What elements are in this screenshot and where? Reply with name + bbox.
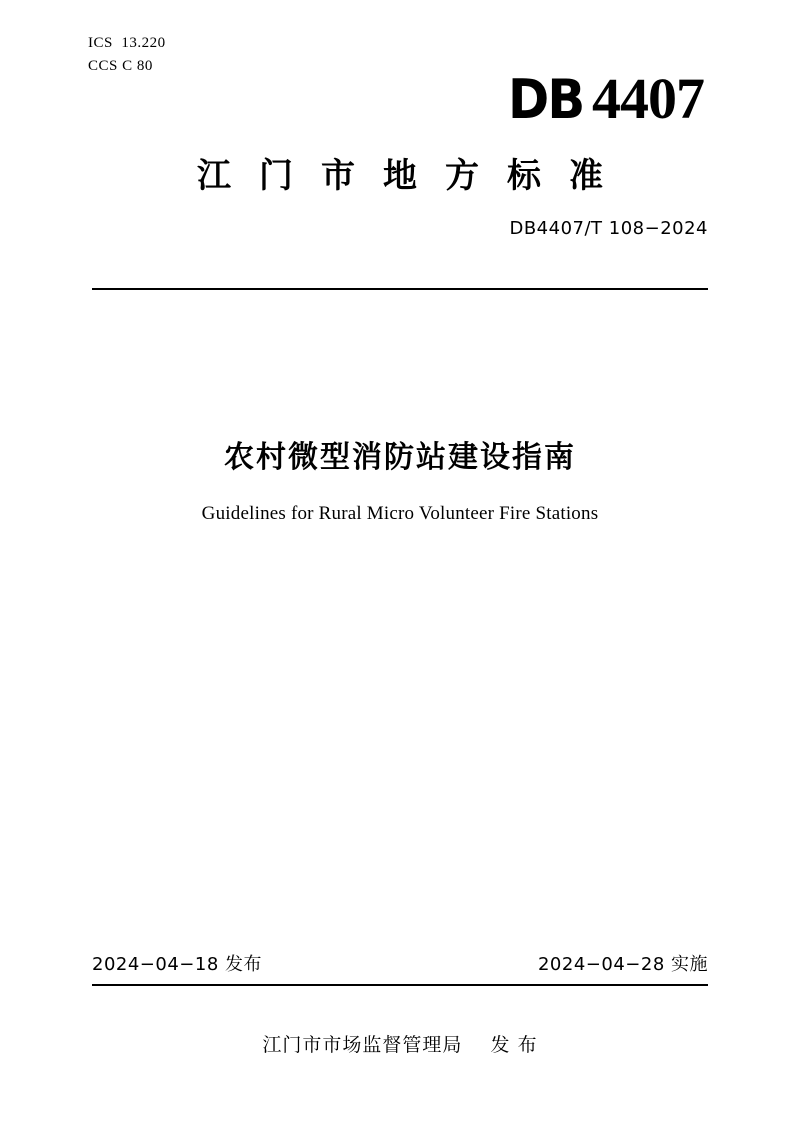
date-row	[92, 950, 708, 976]
ics-code: ICS 13.220	[88, 35, 166, 51]
footer-divider	[92, 984, 708, 986]
ccs-code: CCS C 80	[88, 58, 153, 75]
publisher: 江门市市场监督管理局 发 布	[262, 1034, 538, 1056]
db-mark	[508, 66, 704, 131]
effective-date: 2024−04−28 实施	[537, 954, 708, 975]
document-title-en: Guidelines for Rural Micro Volunteer Fire Stations	[201, 503, 599, 524]
standard-title: 江门市地方标准	[197, 156, 631, 196]
classification-codes	[88, 32, 166, 79]
standard-number: DB4407/T 108−2024	[509, 218, 708, 239]
db-prefix: DB	[508, 68, 584, 131]
issue-date: 2024−04−18 发布	[92, 954, 263, 975]
db-number: 4407	[592, 66, 704, 131]
header-divider	[92, 288, 708, 290]
document-title-cn: 农村微型消防站建设指南	[224, 440, 576, 475]
